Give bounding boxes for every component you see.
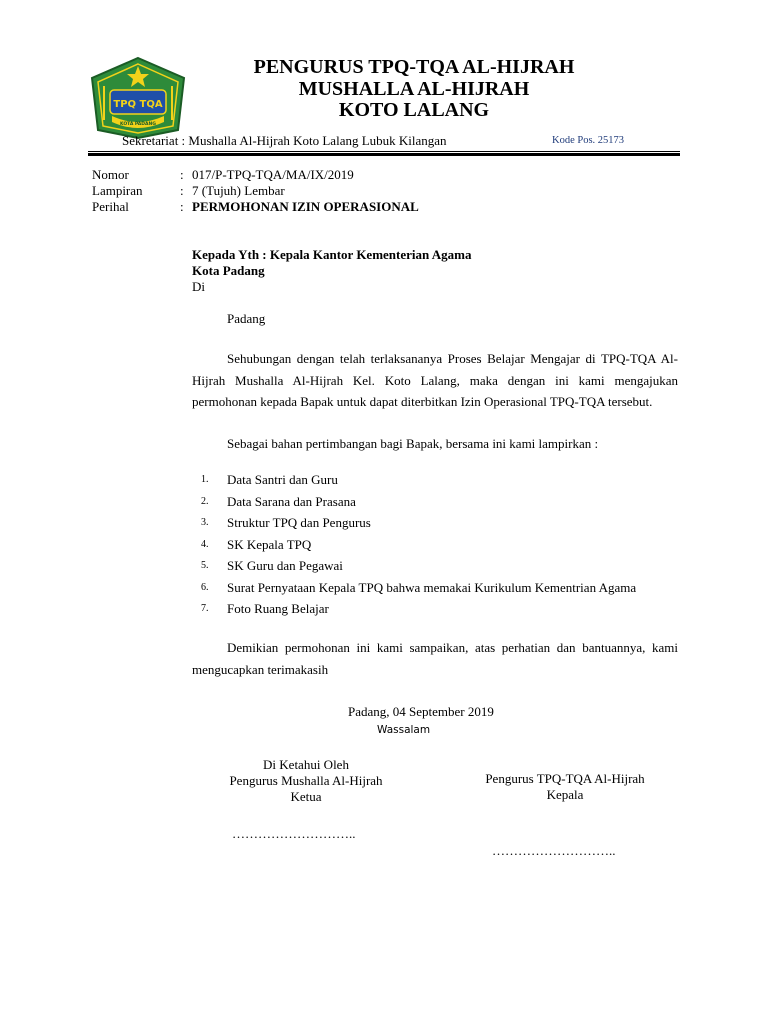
recipient-city: Padang <box>227 311 266 326</box>
org-title-line3: KOTO LALANG <box>338 99 490 121</box>
header-divider-thick <box>88 153 680 156</box>
wassalam: Wassalam <box>377 724 431 736</box>
recipient-line2: Kota Padang <box>192 263 265 278</box>
right-signatory-line1: Pengurus TPQ-TQA Al-Hijrah <box>485 771 645 786</box>
left-signatory-line3: Ketua <box>290 789 322 804</box>
list-item: 5. SK Guru dan Pegawai <box>201 558 343 573</box>
meta-value-perihal: PERMOHONAN IZIN OPERASIONAL <box>192 199 419 214</box>
place-date: Padang, 04 September 2019 <box>348 704 494 719</box>
right-signatory-line2: Kepala <box>546 787 584 802</box>
right-signature-blank: ……………………….. <box>492 843 616 858</box>
list-item: 1. Data Santri dan Guru <box>201 472 338 487</box>
meta-value-nomor: 017/P-TPQ-TQA/MA/IX/2019 <box>192 167 354 182</box>
meta-label-perihal: Perihal <box>92 199 129 214</box>
list-item: 2. Data Sarana dan Prasana <box>201 493 356 509</box>
list-item: 6. Surat Pernyataan Kepala TPQ bahwa memakai Kurikulum Kementrian Agama <box>201 579 637 595</box>
secretariat-address: Sekretariat : Mushalla Al-Hijrah Koto Lalang Lubuk Kilangan <box>122 133 447 148</box>
left-signatory <box>206 757 406 805</box>
header-divider-thin <box>88 151 680 152</box>
svg-text:TPQ TQA: TPQ TQA <box>113 99 163 110</box>
postal-code: Kode Pos. 25173 <box>552 135 625 146</box>
meta-value-lampiran: 7 (Tujuh) Lembar <box>192 183 285 198</box>
left-signatory-line2: Pengurus Mushalla Al-Hijrah <box>229 773 383 788</box>
org-title-line1: PENGURUS TPQ-TQA AL-HIJRAH <box>253 56 575 78</box>
attachment-list <box>192 469 678 620</box>
left-signature-blank: ……………………….. <box>232 826 356 841</box>
closing-paragraph: Demikian permohonan ini kami sampaikan, atas perhatian dan bantuannya, kami mengucapkan terimakasih <box>192 640 678 677</box>
meta-label-nomor: Nomor <box>92 167 129 182</box>
svg-text:KOTA PADANG: KOTA PADANG <box>120 122 156 127</box>
list-item: 7. Foto Ruang Belajar <box>201 601 329 616</box>
left-signatory-line1: Di Ketahui Oleh <box>263 757 349 772</box>
meta-colon: : <box>180 199 184 214</box>
recipient-line3: Di <box>192 279 205 294</box>
recipient-line1: Kepada Yth : Kepala Kantor Kementerian Agama <box>192 247 472 262</box>
list-item: 3. Struktur TPQ dan Pengurus <box>201 515 371 530</box>
meta-colon: : <box>180 167 184 182</box>
body-paragraph-2: Sebagai bahan pertimbangan bagi Bapak, bersama ini kami lampirkan : <box>227 436 599 451</box>
list-item: 4. SK Kepala TPQ <box>201 536 312 552</box>
meta-colon: : <box>180 183 184 198</box>
org-title-line2: MUSHALLA AL-HIJRAH <box>298 78 530 100</box>
right-signatory <box>465 771 665 803</box>
meta-label-lampiran: Lampiran <box>92 183 143 198</box>
body-paragraph-1: Sehubungan dengan telah terlaksananya Proses Belajar Mengajar di TPQ-TQA Al-Hijrah Mushalla Al-Hijrah Kel. Koto Lalang, maka dengan ini kami mengajukan permohonan kepada Bapak untuk dapat diterbitkan Izin Operasional TPQ-TQA tersebut. <box>192 351 678 409</box>
